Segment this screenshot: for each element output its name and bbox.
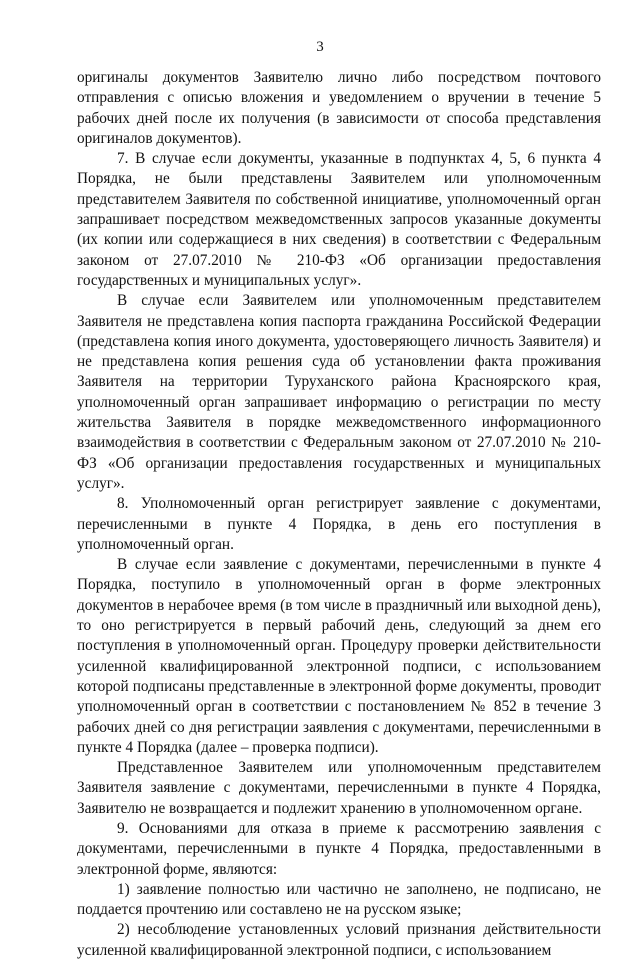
paragraph-5: В случае если заявление с документами, перечисленными в пункте 4 Порядка, поступило в уполномоченный орган в форме электронных документов в нерабочее время (в том числе в праздничный или выходной день), то оно регистрируется в первый рабочий день, следующий за днем его поступления в уполномоченный орган. Процедуру проверки действительности усиленной квалифицированной электронной подписи, с использованием которой подписаны представленные в электронной форме документы, проводит уполномоченный орган в соответствии с постановлением № 852 в течение 3 рабочих дней со дня регистрации заявления с документами, перечисленными в пункте 4 Порядка (далее – проверка подписи). bbox=[77, 556, 601, 756]
paragraph-1: оригиналы документов Заявителю лично либо посредством почтового отправления с описью вложения и уведомлением о вручении в течение 5 рабочих дней после их получения (в зависимости от способа представления оригиналов документов). bbox=[77, 69, 601, 147]
paragraph-8: 1) заявление полностью или частично не заполнено, не подписано, не поддается прочтению или составлено не на русском языке; bbox=[77, 880, 601, 919]
paragraph-9: 2) несоблюдение установленных условий признания действительности усиленной квалифицированной электронной подписи, с использованием bbox=[77, 921, 601, 959]
page-number: 3 bbox=[316, 39, 324, 55]
paragraph-4: 8. Уполномоченный орган регистрирует заявление с документами, перечисленными в пункте 4 Порядка, в день его поступления в уполномоченный орган. bbox=[77, 495, 601, 553]
paragraph-7: 9. Основаниями для отказа в приеме к рассмотрению заявления с документами, перечисленными в пункте 4 Порядка, предоставленными в электронной форме, являются: bbox=[77, 819, 601, 878]
paragraph-2: 7. В случае если документы, указанные в подпунктах 4, 5, 6 пункта 4 Порядка, не были представлены Заявителем или уполномоченным представителем Заявителя по собственной инициативе, уполномоченный орган запрашивает посредством межведомственных запросов указанные документы (их копии или содержащиеся в них сведения) в соответствии с Федеральным законом от 27.07.2010 № 210-ФЗ «Об организации предоставления государственных и муниципальных услуг». bbox=[77, 150, 601, 289]
document-body bbox=[77, 68, 601, 961]
paragraph-3: В случае если Заявителем или уполномоченным представителем Заявителя не представлена копия паспорта гражданина Российской Федерации (представлена копия иного документа, удостоверяющего личность Заявителя) и не представлена копия решения суда об установлении факта проживания Заявителя на территории Туруханского района Красноярского края, уполномоченный орган запрашивает информацию о регистрации по месту жительства Заявителя в порядке межведомственного информационного взаимодействия в соответствии с Федеральным законом от 27.07.2010 № 210-ФЗ «Об организации предоставления государственных и муниципальных услуг». bbox=[77, 292, 601, 492]
paragraph-6: Представленное Заявителем или уполномоченным представителем Заявителя заявление с документами, перечисленными в пункте 4 Порядка, Заявителю не возвращается и подлежит хранению в уполномоченном органе. bbox=[77, 759, 601, 817]
